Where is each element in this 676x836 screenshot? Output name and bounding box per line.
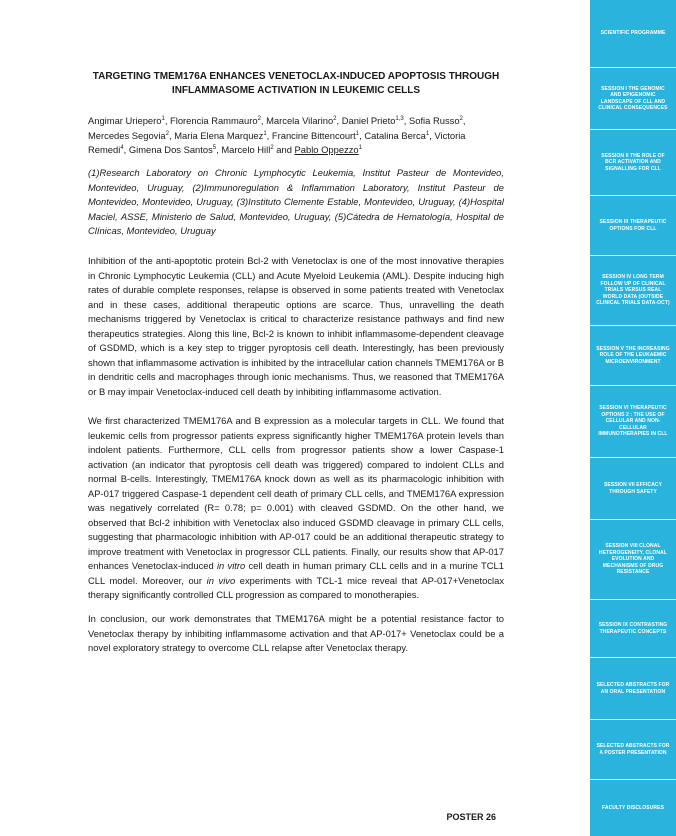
results-italic-in-vitro: in vitro xyxy=(216,560,246,571)
sidebar-item-9[interactable]: SESSION IX CONTRASTING THERAPEUTIC CONCEPTS xyxy=(590,600,676,658)
sidebar-item-11[interactable]: SELECTED ABSTRACTS FOR A POSTER PRESENTATION xyxy=(590,720,676,780)
author-name: Florencia Rammauro xyxy=(170,115,258,126)
author-name: Maria Elena Marquez xyxy=(174,129,264,141)
sidebar-item-8[interactable]: SESSION VIII CLONAL HETEROGENEITY, CLONAL EVOLUTION AND MECHANISMS OF DRUG RESISTANCE xyxy=(590,520,676,600)
sidebar-item-3[interactable]: SESSION III THERAPEUTIC OPTIONS FOR CLL xyxy=(590,196,676,256)
author-name: Daniel Prieto xyxy=(341,115,396,126)
author-affiliation-number: 2 xyxy=(333,115,337,122)
results-text-3: experiments with TCL-1 mice reveal that AP-017+Venetoclax therapy significantly controlled CLL progression as compared to monotherapies. xyxy=(88,574,505,600)
abstract-paragraph-results xyxy=(88,414,504,603)
author-affiliation-number: 2 xyxy=(270,144,274,151)
author-name: Pablo Oppezzo xyxy=(294,144,359,155)
author-name: Victoria Remedi xyxy=(88,129,466,155)
author-name: Marcelo Hill xyxy=(221,144,271,155)
poster-number: POSTER 26 xyxy=(446,812,496,822)
sidebar-item-6[interactable]: SESSION VI THERAPEUTIC OPTIONS 2 : THE USE OF CELLULAR AND NON-CELLULAR IMMUNOTHERAPIES IN CLL xyxy=(590,386,676,458)
author-affiliation-number: 5 xyxy=(212,144,217,151)
author-affiliation-number: 4 xyxy=(120,144,124,151)
sidebar-item-4[interactable]: SESSION IV LONG TERM FOLLOW UP OF CLINICAL TRIALS VERSUS REAL WORLD DATA (OUTSIDE CLINICAL TRIALS DATA-OCT) xyxy=(590,256,676,326)
author-name: Angimar Uriepero xyxy=(88,115,162,126)
author-affiliation-number: 2 xyxy=(459,115,463,122)
results-text-2: cell death in human primary CLL cells and in a murine TCL1 CLL model. Moreover, our xyxy=(88,560,504,586)
author-list: Angimar Uriepero$^1$, Florencia Rammauro$^2$, Marcela Vilarino$^2$, Daniel Prieto$^{1,3}$, Sofia Russo$^2$, Mercedes Segovia$^2$, Maria Elena Marquez$^1$, Francine Bittencourt$^1$, Catalina Berca$^1$, Victoria Remedi$^4$, Gimena Dos Santos$^5$, Marcelo Hill$^2$ and Pablo Oppezzo$^1$ xyxy=(88,115,466,155)
sidebar-item-12[interactable]: FACULTY DISCLOSURES xyxy=(602,804,664,811)
author-affiliation-number: 1 xyxy=(355,130,360,137)
abstract-paragraph-conclusion: In conclusion, our work demonstrates that TMEM176A might be a potential resistance factor to Venetoclax therapy by inhibiting inflammasome activation and that AP-017+ Venetoclax could be a novel exploratory strategy to overcome CLL relapse after Venetoclax therapy. xyxy=(88,613,504,653)
author-name: Catalina Berca xyxy=(364,129,426,141)
author-affiliation-number: 1 xyxy=(358,144,362,151)
results-italic-in-vivo: in vivo xyxy=(206,574,236,586)
abstract-paragraph-intro: Inhibition of the anti-apoptotic protein Bcl-2 with Venetoclax is one of the most innovative therapies in Chronic Lymphocytic Leukemia (CLL) and Acute Myeloid Leukemia (AML). Despite inducing high rates of durable complete responses, relapse is observed in some patients treated with Venetoclax and in these cases, additional therapeutic options are scarce. Thus, unravelling the death mechanisms triggered by Venetoclax is critical to characterize resistance pathways and find new therapeutics strategies. Along this line, Bcl-2 is known to inhibit inflammasome-dependent cleavage of GSDMD, which is a key step to trigger pyroptosis cell death. Interestingly, has been previously shown that inflammasome activation is inhibited by the intracellular cation channels TMEM176A or B in dendritic cells and macrophages through ionic mechanisms. Thus, we reasoned that TMEM176A or B may impair Venetoclax-induced cell death by inhibiting inflammasome activation. xyxy=(88,255,504,397)
sidebar-item-1[interactable]: SESSION I THE GENOMIC AND EPIGENOMIC LANDSCAPE OF CLL AND CLINICAL CONSEQUENCES xyxy=(590,68,676,130)
sidebar-item-7[interactable]: SESSION VII EFFICACY THROUGH SAFETY xyxy=(590,458,676,520)
author-affiliation-number: 1,3 xyxy=(395,115,404,122)
author-affiliation-number: 1 xyxy=(263,130,267,137)
author-name: Sofia Russo xyxy=(408,115,460,126)
sidebar-item-10[interactable]: SELECTED ABSTRACTS FOR AN ORAL PRESENTATION xyxy=(590,658,676,720)
abstract-title: TARGETING TMEM176A ENHANCES VENETOCLAX-INDUCED APOPTOSIS THROUGH INFLAMMASOME ACTIVATION IN LEUKEMIC CELLS xyxy=(92,71,500,96)
author-affiliation-number: 2 xyxy=(165,130,169,137)
sidebar-item-5[interactable]: SESSION V THE INCREASING ROLE OF THE LEUKAEMIC MICROENVIRONMENT xyxy=(590,326,676,386)
author-name: Francine Bittencourt xyxy=(271,129,356,141)
author-affiliation-number: 2 xyxy=(257,115,261,122)
sidebar-item-0[interactable]: SCIENTIFIC PROGRAMME xyxy=(590,0,676,68)
author-affiliation-number: 1 xyxy=(425,130,430,137)
author-name: Mercedes Segovia xyxy=(88,129,166,141)
results-text-1: We first characterized TMEM176A and B expression as a molecular targets in CLL. We found that leukemic cells from progressor patients express significantly higher TMEM176A protein levels than indolent patients. Furthermore, CLL cells from progressor patients show a lower Caspase-1 activation (an indicator that pyroptosis cell death was triggered) compared to indolent CLLs and normal B-cells. Interestingly, TMEM176A knock down as well as its pharmacologic inhibition with AP-017 triggered Caspase-1 dependent cell death of primary CLL cells, and TMEM176A expression was negatively correlated (R= 0.78; p= 0.001) with cleaved GSDMD. On the other hand, we observed that Bcl-2 inhibition with Venetoclax also induced GSDMD cleavage in primary CLL cells, suggesting that pharmacologic inhibition with AP-017 could be an additional therapeutic strategy to improve treatment with Venetoclax in progressor CLL patients. Finally, our results show that AP-017 enhances Venetoclax-induced xyxy=(88,415,504,571)
author-name: Gimena Dos Santos xyxy=(128,144,213,155)
author-affiliation-number: 1 xyxy=(161,115,165,122)
author-name: Marcela Vilarino xyxy=(266,115,334,126)
programme-sidebar xyxy=(590,0,676,836)
affiliations: (1)Research Laboratory on Chronic Lymphocytic Leukemia, Institut Pasteur de Montevideo, Montevideo, Uruguay, (2)Immunoregulation & Inflammation Laboratory, Institut Pasteur de Montevideo, Montevideo, Uruguay, (3)Instituto Clemente Estable, Montevideo, Uruguay, (4)Hospital Maciel, ASSE, Ministerio de Salud, Montevideo, Uruguay, (5)Cátedra de Hematología, Hospital de Clínicas, Montevideo, Uruguay xyxy=(88,167,504,236)
sidebar-item-2[interactable]: SESSION II THE ROLE OF BCR ACTIVATION AND SIGNALLING FOR CLL xyxy=(590,130,676,196)
